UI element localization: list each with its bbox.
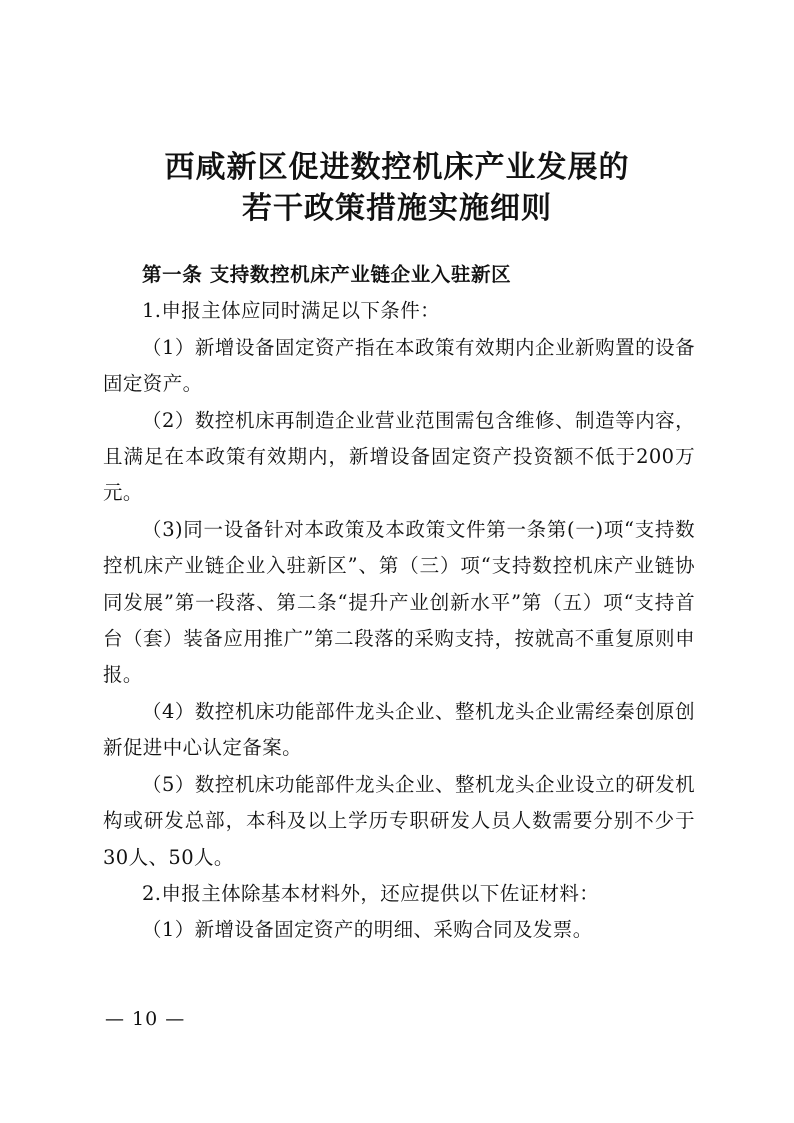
- document-body: [103, 257, 695, 949]
- paragraph: （1）新增设备固定资产的明细、采购合同及发票。: [142, 918, 593, 942]
- page-number: — 10 —: [105, 1008, 186, 1030]
- paragraph: 2.申报主体除基本材料外，还应提供以下佐证材料：: [142, 881, 600, 905]
- paragraph: （2）数控机床再制造企业营业范围需包含维修、制造等内容，且满足在本政策有效期内，新增设备固定资产投资额不低于200万元。: [103, 408, 695, 505]
- document-title-line-1: 西咸新区促进数控机床产业发展的: [164, 150, 630, 185]
- section-heading: 第一条 支持数控机床产业链企业入驻新区: [142, 263, 512, 286]
- paragraph: 1.申报主体应同时满足以下条件：: [142, 299, 441, 323]
- paragraph: （3)同一设备针对本政策及本政策文件第一条第(一)项“支持数控机床产业链企业入驻新区”、第（三）项“支持数控机床产业链协同发展”第一段落、第二条“提升产业创新水平”第（五）项“支持首台（套）装备应用推广”第二段落的采购支持，按就高不重复原则申报。: [103, 517, 695, 687]
- paragraph: （4）数控机床功能部件龙头企业、整机龙头企业需经秦创原创新促进中心认定备案。: [103, 699, 695, 760]
- paragraph: （5）数控机床功能部件龙头企业、整机龙头企业设立的研发机构或研发总部，本科及以上学历专职研发人员人数需要分别不少于30人、50人。: [103, 772, 695, 869]
- paragraph: （1）新增设备固定资产指在本政策有效期内企业新购置的设备固定资产。: [103, 335, 695, 396]
- document-title-line-2: 若干政策措施实施细则: [242, 191, 552, 226]
